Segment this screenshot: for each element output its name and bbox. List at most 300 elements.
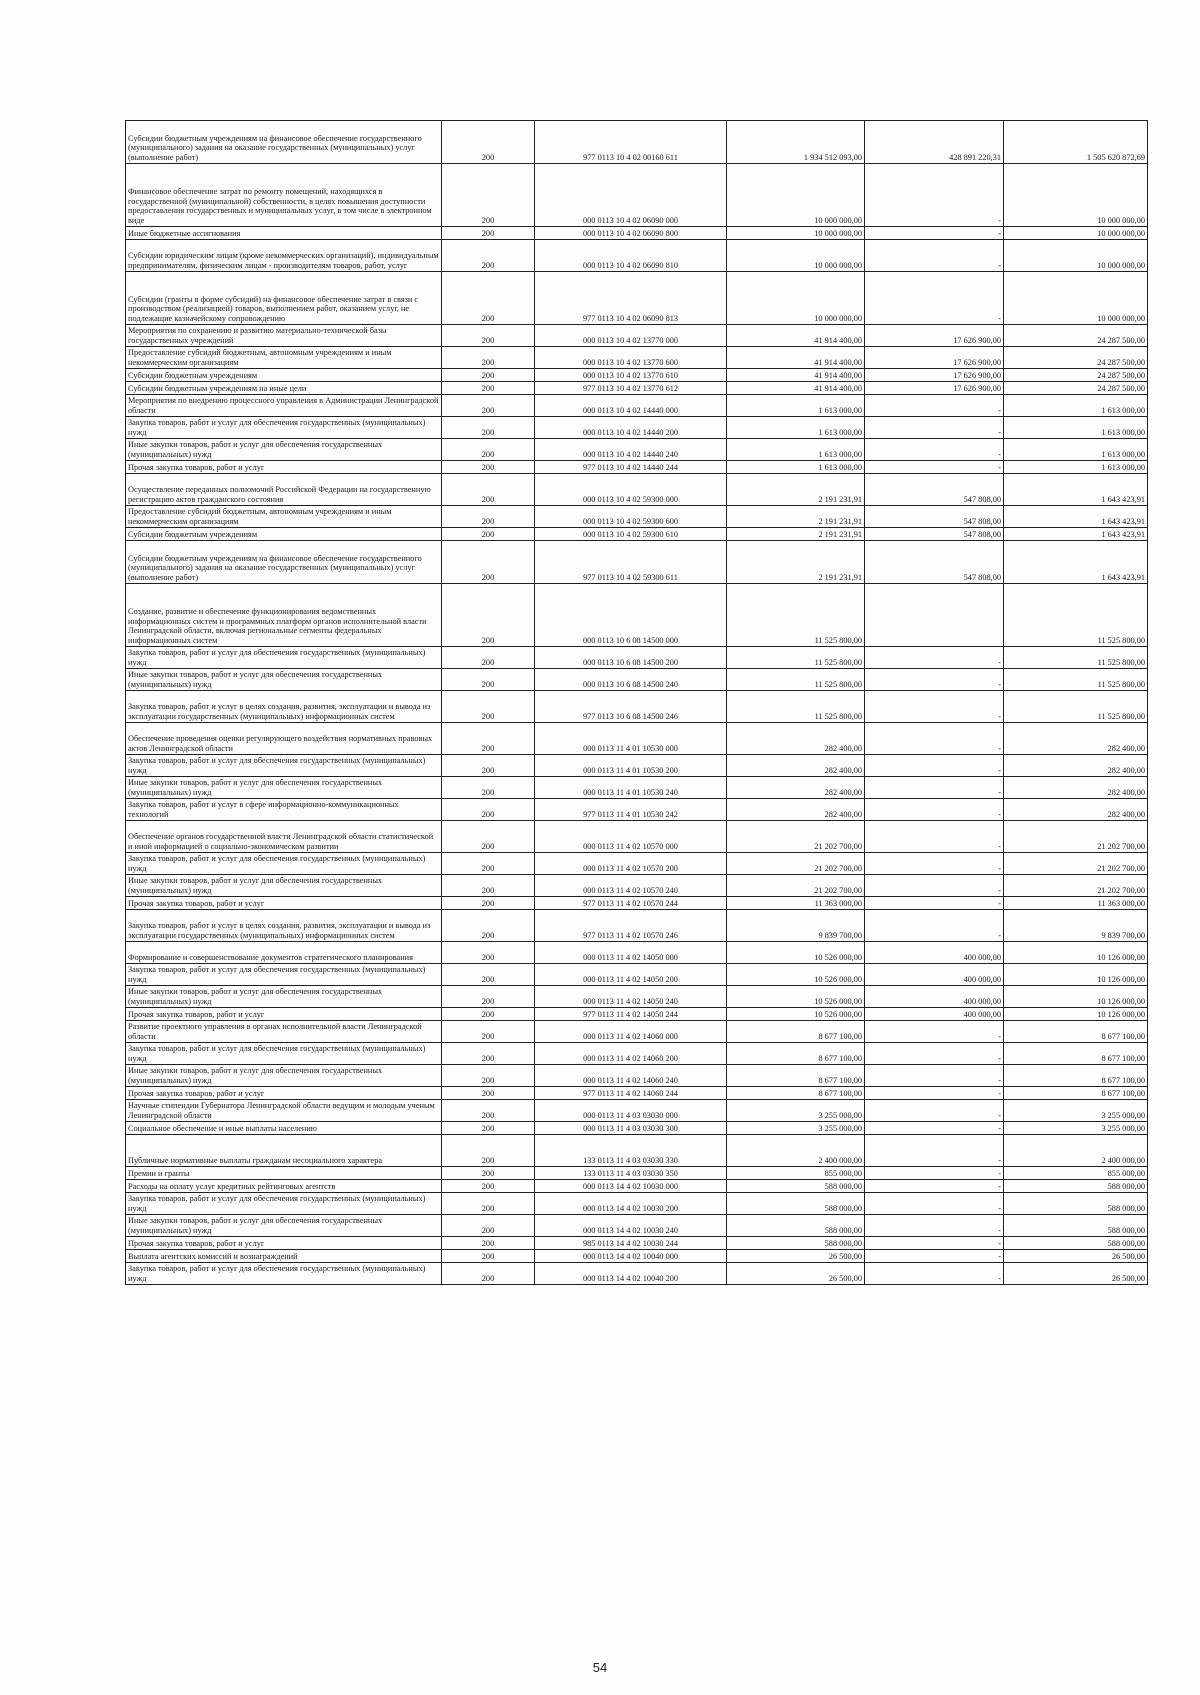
expense-name-cell: Иные закупки товаров, работ и услуг для обеспечения государственных (муниципальных) нужд	[126, 439, 442, 461]
table-row	[126, 799, 1148, 821]
table-row	[126, 369, 1148, 382]
line-code-cell: 200	[442, 897, 535, 910]
approved-appropriations-cell: 26 500,00	[727, 1263, 865, 1285]
executed-amount-cell: -	[865, 272, 1004, 325]
table-row	[126, 240, 1148, 272]
table-row	[126, 777, 1148, 799]
expense-name-cell: Закупка товаров, работ и услуг в целях создания, развития, эксплуатации и вывода из эксплуатации государственных (муниципальных) информационных систем	[126, 910, 442, 942]
table-row	[126, 875, 1148, 897]
unexecuted-amount-cell: 588 000,00	[1004, 1237, 1148, 1250]
approved-appropriations-cell: 10 526 000,00	[727, 942, 865, 964]
budget-classification-code-cell: 000 0113 11 4 01 10530 200	[535, 755, 727, 777]
unexecuted-amount-cell: 1 643 423,91	[1004, 541, 1148, 584]
budget-classification-code-cell: 977 0113 10 4 02 06090 813	[535, 272, 727, 325]
table-row	[126, 1167, 1148, 1180]
approved-appropriations-cell: 282 400,00	[727, 723, 865, 755]
expense-name-cell: Создание, развитие и обеспечение функционирования ведомственных информационных систем и программных платформ органов исполнительной власти Ленинградской области, включая региональные сегменты федеральных информационных систем	[126, 584, 442, 647]
approved-appropriations-cell: 2 191 231,91	[727, 541, 865, 584]
unexecuted-amount-cell: 855 000,00	[1004, 1167, 1148, 1180]
approved-appropriations-cell: 1 613 000,00	[727, 395, 865, 417]
table-row	[126, 584, 1148, 647]
approved-appropriations-cell: 8 677 100,00	[727, 1065, 865, 1087]
budget-classification-code-cell: 000 0113 10 4 02 59300 600	[535, 506, 727, 528]
expense-name-cell: Обеспечение проведения оценки регулирующего воздействия нормативных правовых актов Ленинградской области	[126, 723, 442, 755]
executed-amount-cell: 17 626 900,00	[865, 325, 1004, 347]
expense-name-cell: Развитие проектного управления в органах исполнительной власти Ленинградской области	[126, 1021, 442, 1043]
expense-name-cell: Субсидии юридическим лицам (кроме некоммерческих организаций), индивидуальным предпринимателям, физическим лицам - производителям товаров, работ, услуг	[126, 240, 442, 272]
unexecuted-amount-cell: 1 643 423,91	[1004, 506, 1148, 528]
line-code-cell: 200	[442, 1167, 535, 1180]
approved-appropriations-cell: 11 525 800,00	[727, 584, 865, 647]
table-row	[126, 382, 1148, 395]
approved-appropriations-cell: 10 000 000,00	[727, 272, 865, 325]
budget-classification-code-cell: 000 0113 11 4 03 03030 300	[535, 1122, 727, 1135]
executed-amount-cell	[865, 584, 1004, 647]
line-code-cell: 200	[442, 964, 535, 986]
expense-name-cell: Обеспечение органов государственной власти Ленинградской области статистической и иной информацией о социально-экономическом развитии	[126, 821, 442, 853]
unexecuted-amount-cell: 24 287 500,00	[1004, 347, 1148, 369]
line-code-cell: 200	[442, 875, 535, 897]
table-row	[126, 942, 1148, 964]
budget-classification-code-cell: 000 0113 11 4 01 10530 240	[535, 777, 727, 799]
executed-amount-cell: -	[865, 439, 1004, 461]
unexecuted-amount-cell: 24 287 500,00	[1004, 369, 1148, 382]
unexecuted-amount-cell: 10 126 000,00	[1004, 1008, 1148, 1021]
line-code-cell: 200	[442, 1135, 535, 1167]
table-row	[126, 691, 1148, 723]
unexecuted-amount-cell: 1 613 000,00	[1004, 417, 1148, 439]
budget-classification-code-cell: 000 0113 11 4 02 14060 200	[535, 1043, 727, 1065]
approved-appropriations-cell: 282 400,00	[727, 777, 865, 799]
executed-amount-cell: -	[865, 821, 1004, 853]
line-code-cell: 200	[442, 723, 535, 755]
expense-name-cell: Финансовое обеспечение затрат по ремонту помещений, находящихся в государственной (муниципальной) собственности, в целях повышения доступности предоставления государственных и муниципальных услуг, в том числе в электронном виде	[126, 164, 442, 227]
unexecuted-amount-cell: 10 000 000,00	[1004, 240, 1148, 272]
table-row	[126, 755, 1148, 777]
executed-amount-cell: -	[865, 1250, 1004, 1263]
expense-name-cell: Субсидии (гранты в форме субсидий) на финансовое обеспечение затрат в связи с производством (реализацией) товаров, выполнением работ, оказанием услуг, не подлежащие казначейскому сопровождению	[126, 272, 442, 325]
executed-amount-cell: 547 808,00	[865, 541, 1004, 584]
table-row	[126, 1100, 1148, 1122]
executed-amount-cell: -	[865, 1263, 1004, 1285]
approved-appropriations-cell: 8 677 100,00	[727, 1021, 865, 1043]
approved-appropriations-cell: 11 525 800,00	[727, 669, 865, 691]
executed-amount-cell: 547 808,00	[865, 528, 1004, 541]
table-row	[126, 1215, 1148, 1237]
executed-amount-cell: -	[865, 853, 1004, 875]
budget-execution-table	[125, 120, 1148, 1285]
line-code-cell: 200	[442, 325, 535, 347]
budget-classification-code-cell: 000 0113 14 4 02 10040 000	[535, 1250, 727, 1263]
approved-appropriations-cell: 2 400 000,00	[727, 1135, 865, 1167]
expense-name-cell: Закупка товаров, работ и услуг для обеспечения государственных (муниципальных) нужд	[126, 417, 442, 439]
approved-appropriations-cell: 10 000 000,00	[727, 227, 865, 240]
approved-appropriations-cell: 10 526 000,00	[727, 1008, 865, 1021]
table-row	[126, 669, 1148, 691]
expense-name-cell: Закупка товаров, работ и услуг для обеспечения государственных (муниципальных) нужд	[126, 1263, 442, 1285]
expense-name-cell: Субсидии бюджетным учреждениям	[126, 369, 442, 382]
line-code-cell: 200	[442, 755, 535, 777]
expense-name-cell: Иные бюджетные ассигнования	[126, 227, 442, 240]
unexecuted-amount-cell: 24 287 500,00	[1004, 382, 1148, 395]
executed-amount-cell: 17 626 900,00	[865, 347, 1004, 369]
budget-classification-code-cell: 000 0113 14 4 02 10030 000	[535, 1180, 727, 1193]
executed-amount-cell: -	[865, 1100, 1004, 1122]
table-row	[126, 461, 1148, 474]
table-row	[126, 227, 1148, 240]
approved-appropriations-cell: 41 914 400,00	[727, 325, 865, 347]
line-code-cell: 200	[442, 584, 535, 647]
expense-name-cell: Прочая закупка товаров, работ и услуг	[126, 1237, 442, 1250]
table-row	[126, 1135, 1148, 1167]
budget-classification-code-cell: 000 0113 10 6 08 14500 000	[535, 584, 727, 647]
executed-amount-cell: -	[865, 777, 1004, 799]
budget-classification-code-cell: 000 0113 10 6 08 14500 200	[535, 647, 727, 669]
expense-name-cell: Закупка товаров, работ и услуг для обеспечения государственных (муниципальных) нужд	[126, 1043, 442, 1065]
expense-name-cell: Иные закупки товаров, работ и услуг для обеспечения государственных (муниципальных) нужд	[126, 1065, 442, 1087]
expense-name-cell: Иные закупки товаров, работ и услуг для обеспечения государственных (муниципальных) нужд	[126, 1215, 442, 1237]
table-row	[126, 347, 1148, 369]
line-code-cell: 200	[442, 474, 535, 506]
line-code-cell: 200	[442, 528, 535, 541]
executed-amount-cell: -	[865, 723, 1004, 755]
line-code-cell: 200	[442, 506, 535, 528]
approved-appropriations-cell: 1 934 512 093,00	[727, 121, 865, 164]
executed-amount-cell: -	[865, 1167, 1004, 1180]
unexecuted-amount-cell: 1 643 423,91	[1004, 474, 1148, 506]
table-row	[126, 986, 1148, 1008]
unexecuted-amount-cell: 24 287 500,00	[1004, 325, 1148, 347]
approved-appropriations-cell: 855 000,00	[727, 1167, 865, 1180]
line-code-cell: 200	[442, 1021, 535, 1043]
executed-amount-cell: 400 000,00	[865, 964, 1004, 986]
budget-classification-code-cell: 000 0113 11 4 01 10530 000	[535, 723, 727, 755]
line-code-cell: 200	[442, 777, 535, 799]
unexecuted-amount-cell: 21 202 700,00	[1004, 821, 1148, 853]
unexecuted-amount-cell: 11 525 800,00	[1004, 584, 1148, 647]
executed-amount-cell: 547 808,00	[865, 506, 1004, 528]
budget-classification-code-cell: 977 0113 11 4 02 14060 244	[535, 1087, 727, 1100]
executed-amount-cell: 17 626 900,00	[865, 369, 1004, 382]
expense-name-cell: Публичные нормативные выплаты гражданам несоциального характера	[126, 1135, 442, 1167]
table-row	[126, 647, 1148, 669]
table-row	[126, 1180, 1148, 1193]
unexecuted-amount-cell: 588 000,00	[1004, 1215, 1148, 1237]
executed-amount-cell: -	[865, 227, 1004, 240]
table-row	[126, 1008, 1148, 1021]
table-row	[126, 474, 1148, 506]
unexecuted-amount-cell: 282 400,00	[1004, 755, 1148, 777]
unexecuted-amount-cell: 21 202 700,00	[1004, 853, 1148, 875]
line-code-cell: 200	[442, 1180, 535, 1193]
approved-appropriations-cell: 11 525 800,00	[727, 647, 865, 669]
table-row	[126, 1043, 1148, 1065]
expense-name-cell: Социальное обеспечение и иные выплаты населению	[126, 1122, 442, 1135]
unexecuted-amount-cell: 2 400 000,00	[1004, 1135, 1148, 1167]
line-code-cell: 200	[442, 986, 535, 1008]
unexecuted-amount-cell: 11 525 800,00	[1004, 647, 1148, 669]
executed-amount-cell: -	[865, 1215, 1004, 1237]
expense-name-cell: Закупка товаров, работ и услуг в целях создания, развития, эксплуатации и вывода из эксплуатации государственных (муниципальных) информационных систем	[126, 691, 442, 723]
expense-name-cell: Выплата агентских комиссий и вознаграждений	[126, 1250, 442, 1263]
unexecuted-amount-cell: 1 505 620 872,69	[1004, 121, 1148, 164]
expense-name-cell: Закупка товаров, работ и услуг для обеспечения государственных (муниципальных) нужд	[126, 853, 442, 875]
line-code-cell: 200	[442, 240, 535, 272]
line-code-cell: 200	[442, 1122, 535, 1135]
unexecuted-amount-cell: 1 643 423,91	[1004, 528, 1148, 541]
expense-name-cell: Расходы на оплату услуг кредитных рейтинговых агентств	[126, 1180, 442, 1193]
budget-classification-code-cell: 977 0113 10 4 02 13770 612	[535, 382, 727, 395]
unexecuted-amount-cell: 10 000 000,00	[1004, 164, 1148, 227]
budget-classification-code-cell: 000 0113 11 4 02 14060 240	[535, 1065, 727, 1087]
line-code-cell: 200	[442, 272, 535, 325]
line-code-cell: 200	[442, 669, 535, 691]
unexecuted-amount-cell: 9 839 700,00	[1004, 910, 1148, 942]
expense-name-cell: Закупка товаров, работ и услуг для обеспечения государственных (муниципальных) нужд	[126, 1193, 442, 1215]
budget-classification-code-cell: 000 0113 14 4 02 10040 200	[535, 1263, 727, 1285]
table-row	[126, 164, 1148, 227]
table-row	[126, 1193, 1148, 1215]
unexecuted-amount-cell: 26 500,00	[1004, 1263, 1148, 1285]
table-row	[126, 964, 1148, 986]
expense-name-cell: Иные закупки товаров, работ и услуг для обеспечения государственных (муниципальных) нужд	[126, 777, 442, 799]
executed-amount-cell: -	[865, 691, 1004, 723]
expense-name-cell: Субсидии бюджетным учреждениям на финансовое обеспечение государственного (муниципального) задания на оказание государственных (муниципальных) услуг (выполнение работ)	[126, 541, 442, 584]
budget-classification-code-cell: 000 0113 10 4 02 13770 610	[535, 369, 727, 382]
line-code-cell: 200	[442, 1263, 535, 1285]
unexecuted-amount-cell: 588 000,00	[1004, 1193, 1148, 1215]
executed-amount-cell: -	[865, 417, 1004, 439]
line-code-cell: 200	[442, 395, 535, 417]
executed-amount-cell: -	[865, 910, 1004, 942]
approved-appropriations-cell: 282 400,00	[727, 755, 865, 777]
table-row	[126, 417, 1148, 439]
unexecuted-amount-cell: 8 677 100,00	[1004, 1087, 1148, 1100]
line-code-cell: 200	[442, 1250, 535, 1263]
expense-name-cell: Прочая закупка товаров, работ и услуг	[126, 1087, 442, 1100]
approved-appropriations-cell: 10 000 000,00	[727, 164, 865, 227]
budget-classification-code-cell: 977 0113 10 4 02 59300 611	[535, 541, 727, 584]
line-code-cell: 200	[442, 821, 535, 853]
budget-classification-code-cell: 000 0113 10 4 02 14440 240	[535, 439, 727, 461]
line-code-cell: 200	[442, 910, 535, 942]
table-row	[126, 325, 1148, 347]
approved-appropriations-cell: 21 202 700,00	[727, 853, 865, 875]
expense-name-cell: Осуществление переданных полномочий Российской Федерации на государственную регистрацию актов гражданского состояния	[126, 474, 442, 506]
table-row	[126, 723, 1148, 755]
expense-name-cell: Мероприятия по сохранению и развитию материально-технической базы государственных учреждений	[126, 325, 442, 347]
budget-classification-code-cell: 000 0113 11 4 02 14060 000	[535, 1021, 727, 1043]
executed-amount-cell: -	[865, 1065, 1004, 1087]
budget-classification-code-cell: 000 0113 14 4 02 10030 240	[535, 1215, 727, 1237]
budget-classification-code-cell: 000 0113 11 4 02 14050 200	[535, 964, 727, 986]
expense-name-cell: Предоставление субсидий бюджетным, автономным учреждениям и иным некоммерческим организациям	[126, 347, 442, 369]
approved-appropriations-cell: 1 613 000,00	[727, 461, 865, 474]
approved-appropriations-cell: 41 914 400,00	[727, 347, 865, 369]
line-code-cell: 200	[442, 121, 535, 164]
approved-appropriations-cell: 588 000,00	[727, 1193, 865, 1215]
line-code-cell: 200	[442, 1193, 535, 1215]
unexecuted-amount-cell: 3 255 000,00	[1004, 1122, 1148, 1135]
executed-amount-cell: -	[865, 240, 1004, 272]
line-code-cell: 200	[442, 439, 535, 461]
unexecuted-amount-cell: 282 400,00	[1004, 723, 1148, 755]
approved-appropriations-cell: 9 839 700,00	[727, 910, 865, 942]
executed-amount-cell: 547 808,00	[865, 474, 1004, 506]
line-code-cell: 200	[442, 1065, 535, 1087]
executed-amount-cell: -	[865, 755, 1004, 777]
line-code-cell: 200	[442, 942, 535, 964]
table-row	[126, 506, 1148, 528]
expense-name-cell: Мероприятия по внедрению процессного управления в Администрации Ленинградской области	[126, 395, 442, 417]
table-row	[126, 853, 1148, 875]
line-code-cell: 200	[442, 1043, 535, 1065]
executed-amount-cell: -	[865, 1122, 1004, 1135]
unexecuted-amount-cell: 10 000 000,00	[1004, 227, 1148, 240]
budget-classification-code-cell: 977 0113 10 4 02 14440 244	[535, 461, 727, 474]
line-code-cell: 200	[442, 417, 535, 439]
approved-appropriations-cell: 41 914 400,00	[727, 382, 865, 395]
line-code-cell: 200	[442, 227, 535, 240]
expense-name-cell: Иные закупки товаров, работ и услуг для обеспечения государственных (муниципальных) нужд	[126, 986, 442, 1008]
executed-amount-cell: -	[865, 1021, 1004, 1043]
executed-amount-cell: -	[865, 669, 1004, 691]
executed-amount-cell: 400 000,00	[865, 942, 1004, 964]
line-code-cell: 200	[442, 853, 535, 875]
budget-classification-code-cell: 133 0113 11 4 03 03030 330	[535, 1135, 727, 1167]
approved-appropriations-cell: 588 000,00	[727, 1215, 865, 1237]
approved-appropriations-cell: 282 400,00	[727, 799, 865, 821]
unexecuted-amount-cell: 26 500,00	[1004, 1250, 1148, 1263]
table-row	[126, 897, 1148, 910]
executed-amount-cell: -	[865, 1180, 1004, 1193]
expense-name-cell: Субсидии бюджетным учреждениям на финансовое обеспечение государственного (муниципального) задания на оказание государственных (муниципальных) услуг (выполнение работ)	[126, 121, 442, 164]
expense-name-cell: Формирование и совершенствование документов стратегического планирования	[126, 942, 442, 964]
unexecuted-amount-cell: 1 613 000,00	[1004, 439, 1148, 461]
executed-amount-cell: -	[865, 395, 1004, 417]
line-code-cell: 200	[442, 799, 535, 821]
table-row	[126, 121, 1148, 164]
budget-classification-code-cell: 000 0113 11 4 02 14050 000	[535, 942, 727, 964]
expense-name-cell: Закупка товаров, работ и услуг для обеспечения государственных (муниципальных) нужд	[126, 647, 442, 669]
expense-name-cell: Научные стипендии Губернатора Ленинградской области ведущим и молодым ученым Ленинградской области	[126, 1100, 442, 1122]
budget-classification-code-cell: 000 0113 10 6 08 14500 240	[535, 669, 727, 691]
approved-appropriations-cell: 10 526 000,00	[727, 986, 865, 1008]
table-row	[126, 1065, 1148, 1087]
unexecuted-amount-cell: 11 525 800,00	[1004, 669, 1148, 691]
budget-classification-code-cell: 977 0113 11 4 02 10570 244	[535, 897, 727, 910]
executed-amount-cell: -	[865, 164, 1004, 227]
unexecuted-amount-cell: 1 613 000,00	[1004, 395, 1148, 417]
approved-appropriations-cell: 2 191 231,91	[727, 474, 865, 506]
table-row	[126, 1250, 1148, 1263]
budget-classification-code-cell: 000 0113 10 4 02 59300 610	[535, 528, 727, 541]
executed-amount-cell: 17 626 900,00	[865, 382, 1004, 395]
budget-classification-code-cell: 977 0113 11 4 02 10570 246	[535, 910, 727, 942]
expense-name-cell: Прочая закупка товаров, работ и услуг	[126, 1008, 442, 1021]
approved-appropriations-cell: 8 677 100,00	[727, 1087, 865, 1100]
budget-classification-code-cell: 000 0113 10 4 02 06090 800	[535, 227, 727, 240]
unexecuted-amount-cell: 1 613 000,00	[1004, 461, 1148, 474]
approved-appropriations-cell: 10 526 000,00	[727, 964, 865, 986]
expense-name-cell: Субсидии бюджетным учреждениям	[126, 528, 442, 541]
expense-name-cell: Субсидии бюджетным учреждениям на иные цели	[126, 382, 442, 395]
line-code-cell: 200	[442, 164, 535, 227]
budget-classification-code-cell: 133 0113 11 4 03 03030 350	[535, 1167, 727, 1180]
approved-appropriations-cell: 3 255 000,00	[727, 1100, 865, 1122]
budget-classification-code-cell: 000 0113 11 4 02 10570 240	[535, 875, 727, 897]
approved-appropriations-cell: 26 500,00	[727, 1250, 865, 1263]
unexecuted-amount-cell: 11 525 800,00	[1004, 691, 1148, 723]
unexecuted-amount-cell: 21 202 700,00	[1004, 875, 1148, 897]
unexecuted-amount-cell: 10 126 000,00	[1004, 942, 1148, 964]
unexecuted-amount-cell: 10 126 000,00	[1004, 986, 1148, 1008]
approved-appropriations-cell: 41 914 400,00	[727, 369, 865, 382]
table-row	[126, 272, 1148, 325]
budget-classification-code-cell: 977 0113 10 4 02 00160 611	[535, 121, 727, 164]
executed-amount-cell: -	[865, 1043, 1004, 1065]
executed-amount-cell: -	[865, 897, 1004, 910]
table-row	[126, 910, 1148, 942]
table-row	[126, 821, 1148, 853]
approved-appropriations-cell: 588 000,00	[727, 1237, 865, 1250]
approved-appropriations-cell: 11 525 800,00	[727, 691, 865, 723]
approved-appropriations-cell: 11 363 000,00	[727, 897, 865, 910]
budget-classification-code-cell: 000 0113 10 4 02 59300 000	[535, 474, 727, 506]
approved-appropriations-cell: 1 613 000,00	[727, 417, 865, 439]
budget-classification-code-cell: 000 0113 11 4 02 10570 200	[535, 853, 727, 875]
budget-classification-code-cell: 000 0113 10 4 02 13770 600	[535, 347, 727, 369]
line-code-cell: 200	[442, 347, 535, 369]
expense-name-cell: Премии и гранты	[126, 1167, 442, 1180]
unexecuted-amount-cell: 282 400,00	[1004, 777, 1148, 799]
line-code-cell: 200	[442, 691, 535, 723]
budget-classification-code-cell: 000 0113 10 4 02 13770 000	[535, 325, 727, 347]
unexecuted-amount-cell: 282 400,00	[1004, 799, 1148, 821]
unexecuted-amount-cell: 588 000,00	[1004, 1180, 1148, 1193]
expense-name-cell: Иные закупки товаров, работ и услуг для обеспечения государственных (муниципальных) нужд	[126, 875, 442, 897]
budget-classification-code-cell: 000 0113 11 4 02 10570 000	[535, 821, 727, 853]
unexecuted-amount-cell: 3 255 000,00	[1004, 1100, 1148, 1122]
approved-appropriations-cell: 21 202 700,00	[727, 875, 865, 897]
budget-classification-code-cell: 000 0113 10 4 02 06090 810	[535, 240, 727, 272]
table-row	[126, 1237, 1148, 1250]
approved-appropriations-cell: 8 677 100,00	[727, 1043, 865, 1065]
executed-amount-cell: -	[865, 1193, 1004, 1215]
approved-appropriations-cell: 1 613 000,00	[727, 439, 865, 461]
budget-classification-code-cell: 000 0113 14 4 02 10030 200	[535, 1193, 727, 1215]
table-row	[126, 1122, 1148, 1135]
approved-appropriations-cell: 2 191 231,91	[727, 506, 865, 528]
executed-amount-cell: -	[865, 1135, 1004, 1167]
approved-appropriations-cell: 588 000,00	[727, 1180, 865, 1193]
budget-classification-code-cell: 000 0113 10 4 02 14440 200	[535, 417, 727, 439]
line-code-cell: 200	[442, 1087, 535, 1100]
table-row	[126, 395, 1148, 417]
executed-amount-cell: -	[865, 875, 1004, 897]
budget-classification-code-cell: 977 0113 11 4 02 14050 244	[535, 1008, 727, 1021]
executed-amount-cell: -	[865, 647, 1004, 669]
expense-name-cell: Закупка товаров, работ и услуг для обеспечения государственных (муниципальных) нужд	[126, 964, 442, 986]
executed-amount-cell: -	[865, 1087, 1004, 1100]
expense-name-cell: Иные закупки товаров, работ и услуг для обеспечения государственных (муниципальных) нужд	[126, 669, 442, 691]
executed-amount-cell: 428 891 220,31	[865, 121, 1004, 164]
budget-classification-code-cell: 000 0113 11 4 03 03030 000	[535, 1100, 727, 1122]
line-code-cell: 200	[442, 1100, 535, 1122]
budget-classification-code-cell: 977 0113 10 6 08 14500 246	[535, 691, 727, 723]
line-code-cell: 200	[442, 1237, 535, 1250]
table-body	[126, 121, 1148, 1285]
